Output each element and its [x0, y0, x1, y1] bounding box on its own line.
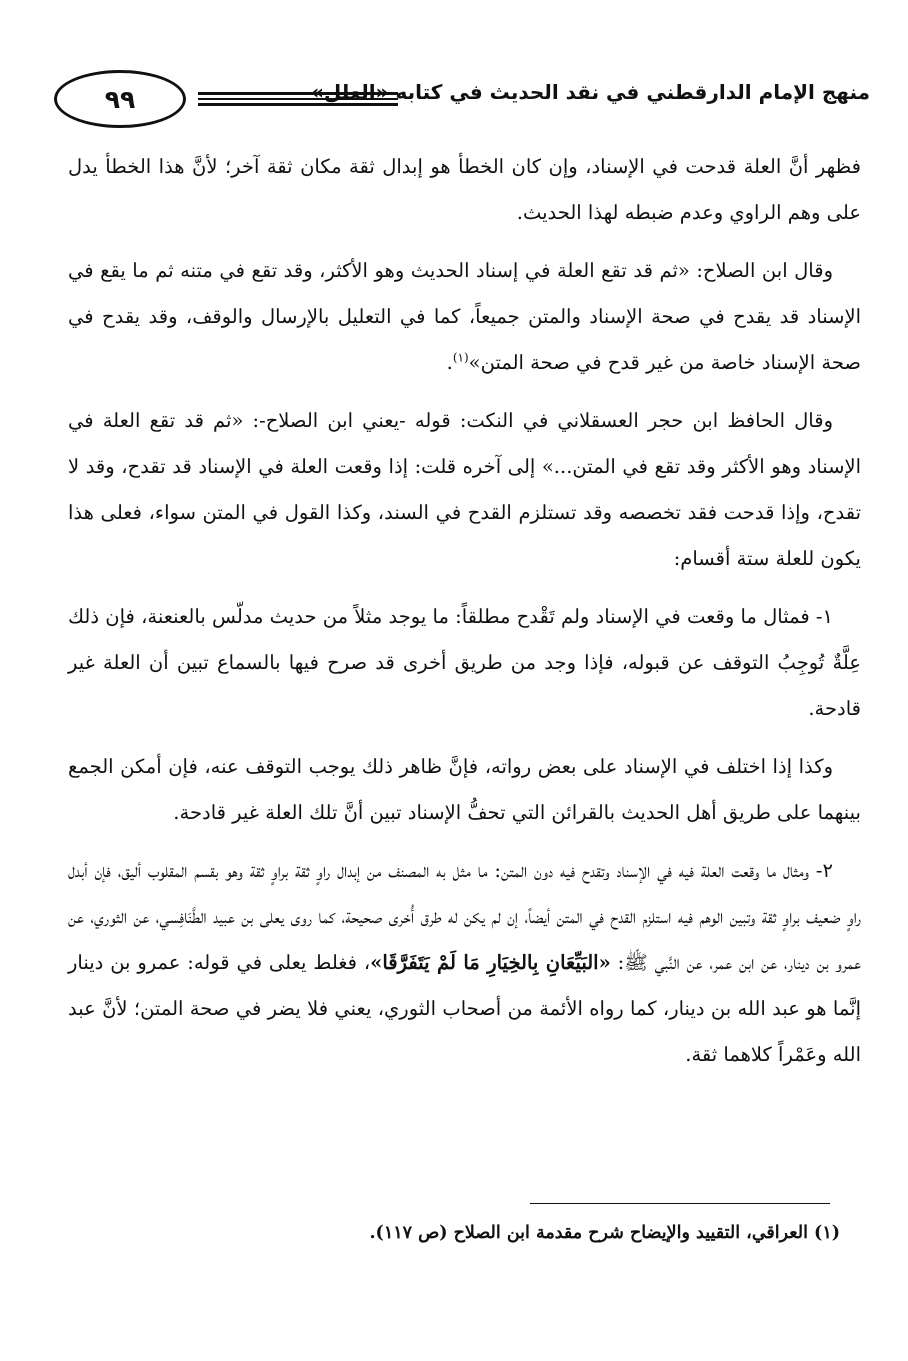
paragraph: ١- فمثال ما وقعت في الإسناد ولم تَقْدح مطلقاً: ما يوجد مثلاً من حديث مدلّس بالعنعنة، فإن ذلك عِلَّةٌ تُوجِبُ التوقف عن قبوله، فإذا وجد من طريق أخرى قد صرح فيها بالسماع تبين أن العلة غير قادحة. — [68, 605, 861, 720]
paragraph-text: وقال ابن الصلاح: «ثم قد تقع العلة في إسناد الحديث وهو الأكثر، وقد تقع في متنه ثم ما يقع في الإسناد قد يقدح في صحة الإسناد والمتن جميعاً، كما في التعليل بالإرسال والوقف، وقد يقدح في صحة الإسناد خاصة من غير قدح في صحة المتن» — [68, 259, 861, 374]
paragraph-text: ٢- ومثال ما وقعت العلة فيه في الإسناد وتقدح فيه دون المتن: ما مثل به المصنف من إبدال راوٍ ثقة براوٍ ثقة وهو بقسم المقلوب أليق، فإن أبدل راوٍ ضعيف براوٍ ثقة وتبين الوهم فيه استلزم القدح في المتن أيضاً، إن لم يكن له طرق أُخرى صحيحة، كما روى يعلى بن عبيد الطَّنَافِسي، عن الثوري، عن عمرو بن دينار، عن ابن عمر، عن النَّبي ﷺ: — [68, 859, 861, 974]
page-number-oval — [54, 70, 186, 128]
footnote-reference: (١) — [452, 350, 469, 365]
paragraph: وقال الحافظ ابن حجر العسقلاني في النكت: قوله -يعني ابن الصلاح-: «ثم قد تقع العلة في الإسناد وهو الأكثر وقد تقع في المتن...» إلى آخره قلت: إذا وقعت العلة في الإسناد قد تقدح، وقد لا تقدح، وإذا قدحت فقد تخصصه وقد تستلزم القدح في السند، وكذا القول في المتن سواء، فعلى هذا يكون للعلة ستة أقسام: — [68, 409, 861, 570]
footnote-separator — [530, 1203, 830, 1204]
paragraph: ٢- ومثال ما وقعت العلة فيه في الإسناد وتقدح فيه دون المتن: ما مثل به المصنف من إبدال راوٍ ثقة براوٍ ثقة وهو بقسم المقلوب أليق، فإن أبدل راوٍ ضعيف براوٍ ثقة وتبين الوهم فيه استلزم القدح في المتن أيضاً، إن لم يكن له طرق أُخرى صحيحة، كما روى يعلى بن عبيد الطَّنَافِسي، عن الثوري، عن عمرو بن دينار، عن ابن عمر، عن النَّبي ﷺ: «البَيِّعَانِ بِالخِيَارِ مَا لَمْ يَتَفَرَّقَا»، فغلط يعلى في قوله: عمرو بن دينار إنَّما هو عبد الله بن دينار، كما رواه الأئمة من أصحاب الثوري، يعني فلا يضر في صحة المتن؛ لأنَّ عبد الله وعَمْراً كلاهما ثقة. — [68, 859, 861, 1066]
paragraph: وكذا إذا اختلف في الإسناد على بعض رواته، فإنَّ ظاهر ذلك يوجب التوقف عنه، فإن أمكن الجمع بينهما على طريق أهل الحديث بالقرائن التي تحفُّ الإسناد تبين أنَّ تلك العلة غير قادحة. — [68, 755, 861, 824]
paragraph: فظهر أنَّ العلة قدحت في الإسناد، وإن كان الخطأ هو إبدال ثقة مكان ثقة آخر؛ لأنَّ هذا الخطأ يدل على وهم الراوي وعدم ضبطه لهذا الحديث. — [68, 155, 861, 224]
page-number: ٩٩ — [104, 84, 136, 114]
page-body — [68, 144, 861, 1090]
running-title: منهج الإمام الدارقطني في نقد الحديث في كتابه «العلل» — [310, 80, 870, 104]
hadith-quote: «البَيِّعَانِ بِالخِيَارِ مَا لَمْ يَتَفَرَّقَا» — [370, 951, 611, 974]
paragraph: وقال ابن الصلاح: «ثم قد تقع العلة في إسناد الحديث وهو الأكثر، وقد تقع في متنه ثم ما يقع في الإسناد قد يقدح في صحة الإسناد والمتن جميعاً، كما في التعليل بالإرسال والوقف، وقد يقدح في صحة الإسناد خاصة من غير قدح في صحة المتن»$^{(١)}$. — [68, 259, 861, 374]
page-header — [40, 66, 870, 136]
footnote: (١) العراقي، التقييد والإيضاح شرح مقدمة ابن الصلاح (ص ١١٧). — [369, 1223, 840, 1243]
paragraph-text: فغلط يعلى في قوله: عمرو بن دينار إنَّما هو عبد الله بن دينار، كما رواه الأئمة من أصحاب الثوري، يعني فلا يضر في صحة المتن؛ لأنَّ عبد الله وعَمْراً كلاهما ثقة. — [68, 951, 861, 1066]
